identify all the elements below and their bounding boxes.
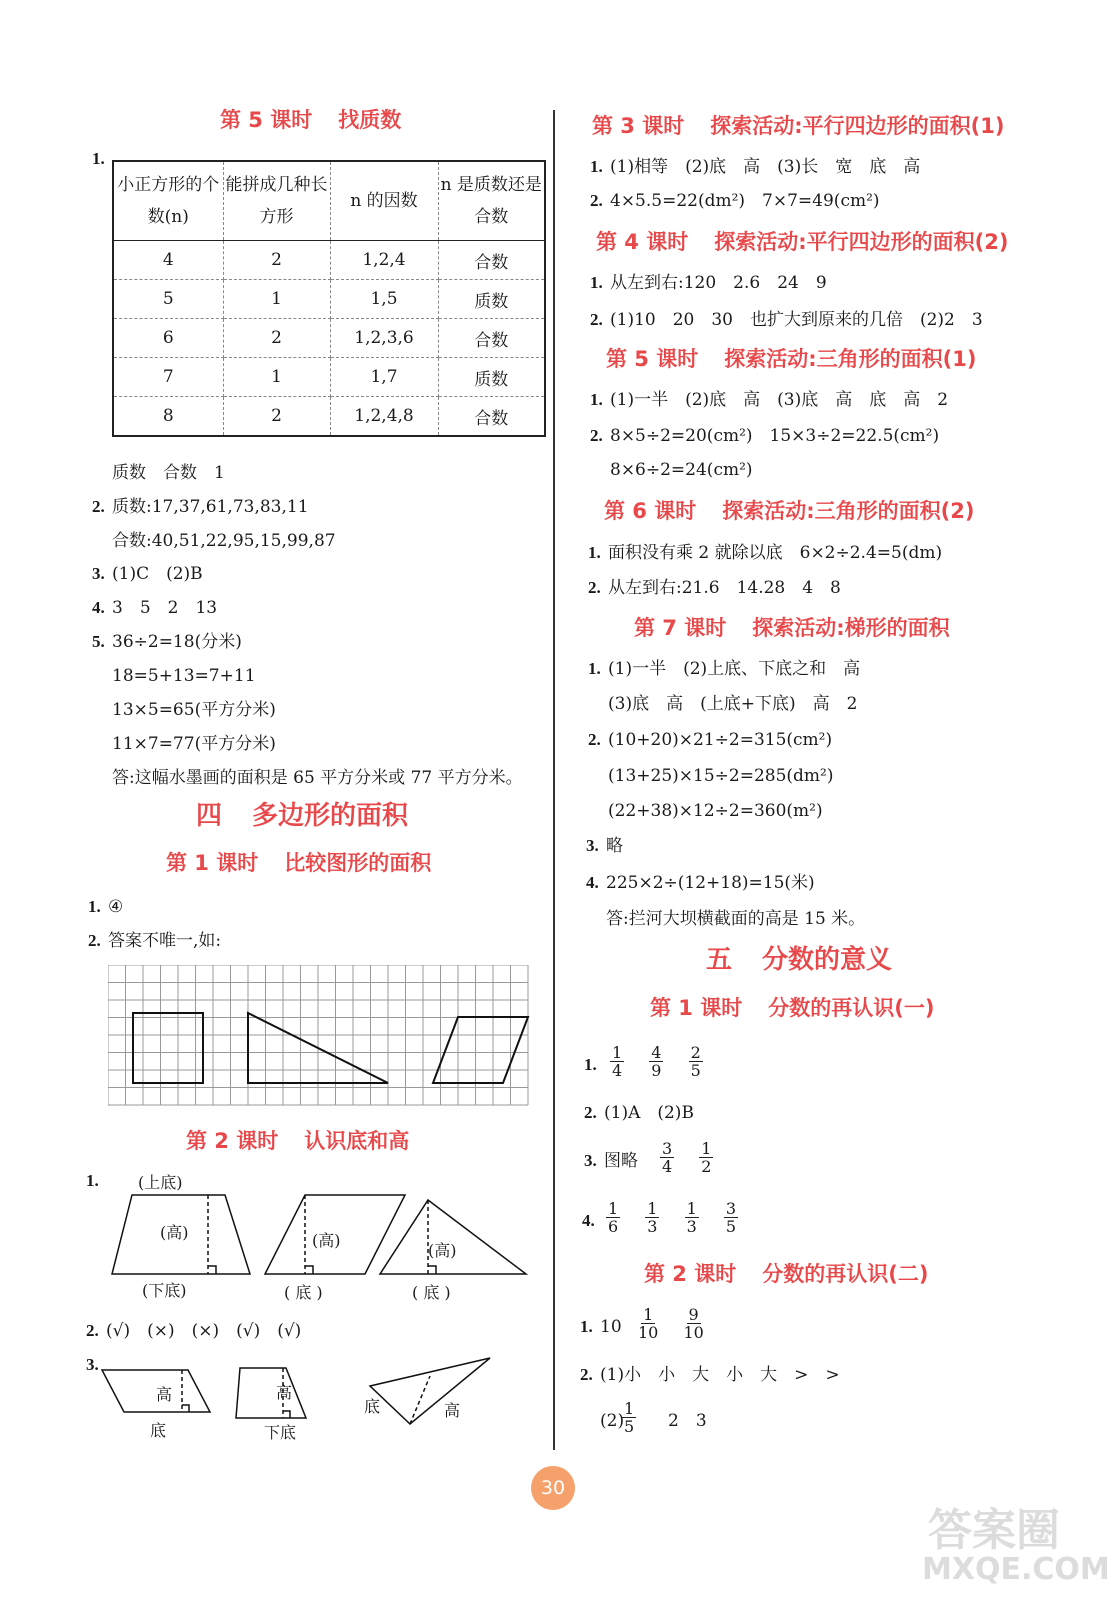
answer-text: 36÷2=18(分米) — [112, 632, 242, 652]
answer-text: (√) (×) (×) (√) (√) — [106, 1321, 302, 1341]
question-number: 1. — [580, 1317, 593, 1336]
fraction-list — [596, 1200, 748, 1235]
table-cell: 4 — [113, 241, 223, 280]
question-number: 1. — [590, 390, 603, 409]
label-height: 高 — [156, 1385, 173, 1404]
answer-text: 答:拦河大坝横截面的高是 15 米。 — [606, 909, 866, 929]
answer-text: (1)A (2)B — [604, 1103, 694, 1123]
fraction-list — [650, 1140, 723, 1175]
question-number: 2. — [92, 497, 105, 516]
question-number: 4. — [586, 873, 599, 892]
table-cell: 8 — [113, 397, 223, 437]
table-cell: 合数 — [438, 241, 545, 280]
fraction: $\frac{1}{10}$ — [638, 1305, 659, 1342]
answer-text: (10+20)×21÷2=315(cm²) — [608, 730, 833, 750]
table-header: 小正方形的个数(n) — [113, 161, 223, 241]
lesson-heading: 第 5 课时 探索活动:三角形的面积(1) — [606, 347, 977, 371]
fraction: $\frac{1}{3}$ — [647, 1199, 658, 1236]
table-row — [113, 397, 545, 437]
question-number: 3. — [586, 836, 599, 855]
question-number: 5. — [92, 632, 105, 651]
answer-text: 13×5=65(平方分米) — [112, 700, 276, 720]
question-number: 2. — [590, 191, 603, 210]
question-number: 3. — [92, 564, 105, 583]
answer-text: (1)相等 (2)底 高 (3)长 宽 底 高 — [610, 157, 921, 177]
fraction: $\frac{1}{2}$ — [701, 1139, 712, 1176]
answer-text: 合数:40,51,22,95,15,99,87 — [112, 531, 336, 551]
fraction: $\frac{9}{10}$ — [683, 1305, 704, 1342]
answer-text: 4×5.5=22(dm²) 7×7=49(cm²) — [610, 191, 880, 211]
fraction-list — [618, 1400, 640, 1435]
trapezoid-shape — [236, 1368, 306, 1418]
answer-text: 10 — [600, 1317, 622, 1337]
label-height: (高) — [428, 1241, 457, 1260]
question-number: 2. — [88, 931, 101, 950]
question-number: 4. — [582, 1211, 595, 1230]
answer-text: 略 — [606, 836, 623, 856]
table-row — [113, 280, 545, 319]
fraction: $\frac{4}{9}$ — [651, 1043, 662, 1080]
answer-text: 18=5+13=7+11 — [112, 666, 256, 686]
fraction: $\frac{3}{4}$ — [662, 1139, 673, 1176]
table-cell: 合数 — [438, 319, 545, 358]
question-number: 1. — [588, 543, 601, 562]
question-number: 1. — [88, 897, 101, 916]
watermark-brand: 答案圈 — [928, 1505, 1060, 1556]
table-cell: 2 — [223, 241, 330, 280]
table-cell: 质数 — [438, 358, 545, 397]
table-cell: 1,2,3,6 — [330, 319, 438, 358]
fraction-list — [600, 1044, 713, 1079]
label-height: (高) — [160, 1223, 189, 1242]
question-number: 1. — [590, 157, 603, 176]
fraction-list — [628, 1306, 714, 1341]
parallelogram-shape — [433, 1017, 528, 1083]
question-number: 2. — [590, 426, 603, 445]
fraction: $\frac{2}{5}$ — [690, 1043, 701, 1080]
answer-text: 质数:17,37,61,73,83,11 — [112, 497, 309, 517]
lesson-heading: 第 2 课时 认识底和高 — [186, 1129, 410, 1153]
question-number: 3. — [584, 1151, 597, 1170]
lesson-heading: 第 3 课时 探索活动:平行四边形的面积(1) — [592, 114, 1005, 138]
table-cell: 合数 — [474, 408, 509, 429]
answer-text: 面积没有乘 2 就除以底 6×2÷2.4=5(dm) — [608, 543, 943, 563]
answer-text: 答:这幅水墨画的面积是 65 平方分米或 77 平方分米。 — [112, 768, 523, 788]
table-cell: 1,2,4,8 — [330, 397, 438, 437]
fraction: $\frac{1}{5}$ — [624, 1399, 635, 1436]
label-base: ( 底 ) — [284, 1283, 323, 1302]
answer-text: 8×6÷2=24(cm²) — [610, 460, 753, 480]
answer-text: (3)底 高 (上底+下底) 高 2 — [608, 694, 858, 714]
prime-table — [112, 160, 546, 437]
question-number: 4. — [92, 598, 105, 617]
fraction: $\frac{3}{5}$ — [725, 1199, 737, 1236]
table-header: 能拼成几种长方形 — [223, 161, 330, 241]
table-cell: 1,5 — [330, 280, 438, 319]
fraction: $\frac{1}{4}$ — [612, 1043, 623, 1080]
table-row — [113, 319, 545, 358]
table-cell: 6 — [113, 319, 223, 358]
table-cell: 1,2,4 — [330, 241, 438, 280]
answer-text: ④ — [108, 897, 124, 917]
label-base: ( 底 ) — [412, 1283, 451, 1302]
lesson-heading: 第 5 课时 找质数 — [220, 108, 402, 132]
table-cell: 1 — [223, 280, 330, 319]
table-cell: 1,7 — [330, 358, 438, 397]
answer-text: 答案不唯一,如: — [108, 931, 222, 951]
lesson-heading: 第 6 课时 探索活动:三角形的面积(2) — [604, 499, 975, 523]
question-number: 1. — [588, 659, 601, 678]
fraction: $\frac{1}{6}$ — [608, 1199, 619, 1236]
question-number: 2. — [86, 1321, 99, 1340]
answer-text: 2 3 — [668, 1411, 707, 1431]
table-cell: 1 — [223, 358, 330, 397]
question-number: 3. — [86, 1355, 99, 1374]
label-base: 底 — [364, 1397, 381, 1416]
table-row — [113, 358, 545, 397]
table-cell: 质数 — [438, 280, 545, 319]
label-bottom-base: (下底) — [142, 1281, 187, 1300]
grid-shapes-figure — [108, 965, 530, 1107]
answer-text: (2) — [600, 1411, 625, 1431]
label-height: 高 — [276, 1383, 293, 1402]
table-header: n 是质数还是合数 — [438, 161, 545, 241]
label-height: (高) — [312, 1231, 341, 1250]
question-number: 1. — [584, 1055, 597, 1074]
label-base: 底 — [150, 1421, 167, 1440]
question-number: 2. — [584, 1103, 597, 1122]
column-divider — [553, 110, 555, 1450]
fraction: $\frac{1}{3}$ — [686, 1199, 697, 1236]
answer-text: (1)一半 (2)底 高 (3)底 高 底 高 2 — [610, 390, 949, 410]
answer-text: 从左到右:21.6 14.28 4 8 — [608, 578, 841, 598]
answer-text: (1)10 20 30 也扩大到原来的几倍 (2)2 3 — [610, 310, 983, 330]
lesson-heading: 第 2 课时 分数的再认识(二) — [644, 1262, 929, 1286]
table-cell: 7 — [113, 358, 223, 397]
unit-heading: 四 多边形的面积 — [196, 801, 409, 831]
label-top-base: (上底) — [138, 1173, 183, 1192]
watermark-site: MXQE.COM — [922, 1552, 1110, 1587]
answer-text: 3 5 2 13 — [112, 598, 218, 618]
answer-text: 8×5÷2=20(cm²) 15×3÷2=22.5(cm²) — [610, 426, 940, 446]
question-number: 1. — [92, 149, 105, 168]
answer-text: 225×2÷(12+18)=15(米) — [606, 873, 815, 893]
lesson-heading: 第 4 课时 探索活动:平行四边形的面积(2) — [596, 230, 1009, 254]
question-number: 1. — [590, 273, 603, 292]
answer-text: (13+25)×15÷2=285(dm²) — [608, 766, 834, 786]
lesson-heading: 第 7 课时 探索活动:梯形的面积 — [634, 616, 950, 640]
label-height: 高 — [444, 1401, 461, 1420]
answer-text: (1)一半 (2)上底、下底之和 高 — [608, 659, 861, 679]
table-cell: 5 — [113, 280, 223, 319]
answer-text: 11×7=77(平方分米) — [112, 734, 276, 754]
table-cell: 2 — [223, 319, 330, 358]
answer-text: (1)C (2)B — [112, 564, 203, 584]
answer-text: 从左到右:120 2.6 24 9 — [610, 273, 827, 293]
lesson-heading: 第 1 课时 比较图形的面积 — [166, 851, 432, 875]
page-number: 30 — [531, 1466, 575, 1510]
table-header: n 的因数 — [330, 161, 438, 241]
question-number: 2. — [588, 730, 601, 749]
triangle-shape — [370, 1358, 490, 1424]
table-row — [113, 241, 545, 280]
answer-text: (1)小 小 大 小 大 > > — [600, 1365, 840, 1385]
question-number: 2. — [588, 578, 601, 597]
question-number: 2. — [590, 310, 603, 329]
lesson-heading: 第 1 课时 分数的再认识(一) — [650, 996, 935, 1020]
question-number: 1. — [86, 1171, 99, 1190]
label-bottom-base: 下底 — [264, 1423, 297, 1442]
question-number: 2. — [580, 1365, 593, 1384]
table-cell: 2 — [223, 397, 330, 437]
triangle-shape — [380, 1200, 526, 1274]
answer-text: 质数 合数 1 — [112, 463, 225, 483]
unit-heading: 五 分数的意义 — [706, 945, 893, 975]
answer-text: (22+38)×12÷2=360(m²) — [608, 801, 823, 821]
answer-text: 图略 — [604, 1151, 638, 1171]
